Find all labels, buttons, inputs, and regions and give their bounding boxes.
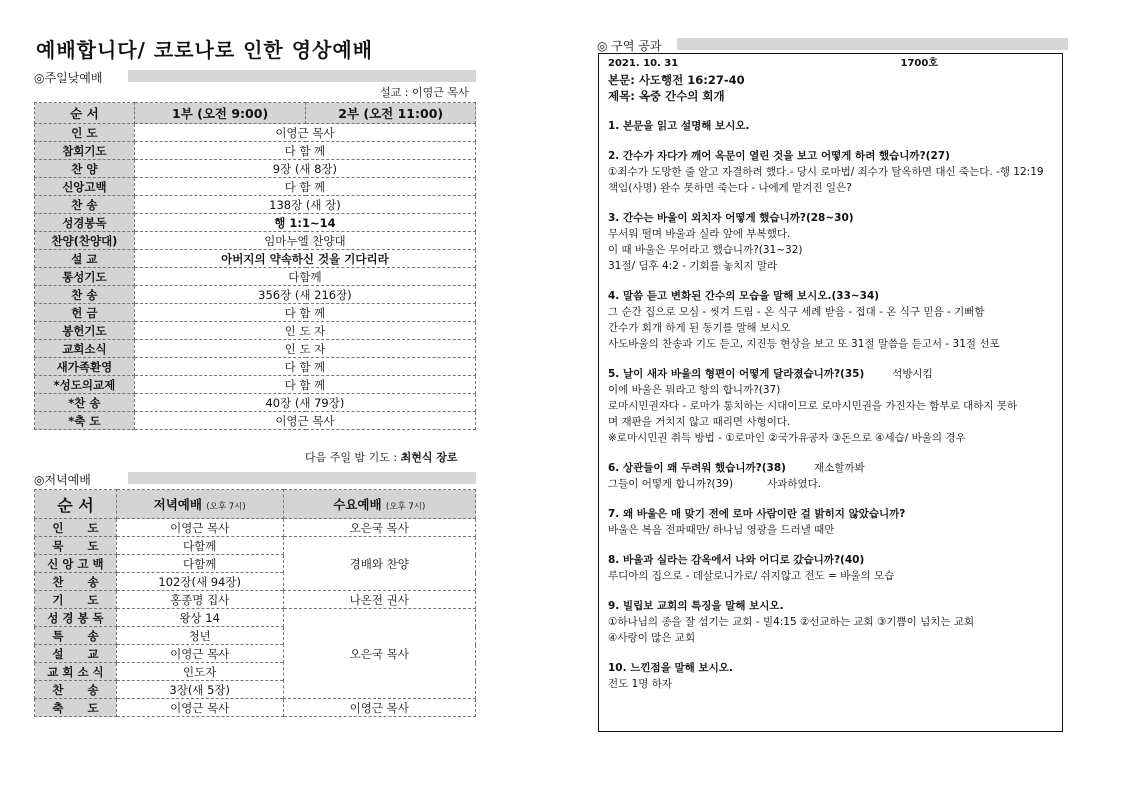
evening-row-label: 교 회 소 식 (35, 663, 117, 681)
evening-row-label: 축 도 (35, 699, 117, 717)
sunday-row-value: 다 함 께 (134, 142, 475, 160)
study-answer-line (608, 382, 1060, 398)
evening-row-value: 다함께 (116, 537, 283, 555)
evening-row-value: 102장(새 94장) (116, 573, 283, 591)
next-prayer-name: 최현식 장로 (400, 451, 458, 464)
evening-col2-title: 수요예배 (333, 497, 382, 512)
evening-row (35, 699, 476, 717)
study-answer-line (608, 414, 1060, 430)
sunday-row (35, 394, 476, 412)
evening-header-col1 (116, 490, 283, 519)
study-subject: 제목: 옥중 간수의 회개 (608, 89, 725, 103)
study-answer-line (608, 242, 1060, 258)
study-question (608, 598, 1060, 614)
evening-heading-bar (128, 472, 476, 484)
sunday-row (35, 232, 476, 250)
evening-row-value: 홍종명 집사 (116, 591, 283, 609)
evening-row-value: 이영근 목사 (116, 645, 283, 663)
sunday-row (35, 340, 476, 358)
header-order: 순 서 (35, 103, 135, 124)
study-answer-line (608, 630, 1060, 646)
evening-col2-time: (오후 7시) (385, 502, 426, 512)
sunday-row-value: 9장 (새 8장) (134, 160, 475, 178)
evening-row-label: 특 송 (35, 627, 117, 645)
sunday-row-label: 찬 양 (35, 160, 135, 178)
study-answer-text: ①죄수가 도망한 줄 알고 자결하려 했다.- 당시 로마법/ 죄수가 탈옥하면 대신 죽는다. -행 12:19 (608, 166, 1044, 178)
study-answer-text: 로마시민권자다 - 로마가 통치하는 시대이므로 로마시민권을 가진자는 함부로 대하지 못하 (608, 400, 1018, 412)
evening-row-label: 찬 송 (35, 681, 117, 699)
sermon-note: 설교 : 이영근 목사 (380, 86, 469, 99)
study-answer-text: 사도바울의 찬송과 기도 듣고, 지진등 현상을 보고 또 31절 말씀을 듣고서 - 31절 선포 (608, 338, 1000, 350)
evening-row-label: 신 앙 고 백 (35, 555, 117, 573)
sunday-row-value: 356장 (새 216장) (134, 286, 475, 304)
sunday-row-label: 봉헌기도 (35, 322, 135, 340)
sunday-row-label: *성도의교제 (35, 376, 135, 394)
next-prayer (305, 449, 458, 465)
sunday-row-value: 인 도 자 (134, 322, 475, 340)
sunday-row (35, 358, 476, 376)
study-question (608, 288, 1060, 304)
study-question (608, 118, 1060, 134)
study-answer-line (608, 430, 1060, 446)
evening-header-row (35, 490, 476, 519)
sunday-row-value: 이영근 목사 (134, 124, 475, 142)
evening-row-value: 3장(새 5장) (116, 681, 283, 699)
evening-col1-title: 저녁예배 (153, 497, 202, 512)
sunday-row-value: 임마누엘 찬양대 (134, 232, 475, 250)
study-question-text: 10. 느낀점을 말해 보시오. (608, 662, 733, 674)
evening-row-label: 설 교 (35, 645, 117, 663)
evening-row-label: 찬 송 (35, 573, 117, 591)
study-answer-text: 바울은 복음 전파때만/ 하나님 영광을 드러낼 때만 (608, 524, 835, 536)
evening-header-col2 (283, 490, 476, 519)
study-answer-line (608, 522, 1060, 538)
study-answer-text: 루디아의 집으로 - 데살로니가로/ 쉬지않고 전도 = 바울의 모습 (608, 570, 895, 582)
evening-row (35, 537, 476, 555)
study-answer-line (608, 304, 1060, 320)
sunday-row-value: 다함께 (134, 268, 475, 286)
study-answer-text: 무서워 떨며 바울과 실라 앞에 부복했다. (608, 228, 791, 240)
study-question-text: 1. 본문을 읽고 설명해 보시오. (608, 120, 750, 132)
study-date: 2021. 10. 31 (608, 58, 679, 69)
sunday-row-label: 찬양(찬양대) (35, 232, 135, 250)
sunday-heading-bar (128, 70, 476, 82)
sunday-row-label: 참회기도 (35, 142, 135, 160)
study-text: 본문: 사도행전 16:27-40 (608, 73, 745, 87)
study-answer-text: 책임(사명) 완수 못하면 죽는다 - 나에게 맡겨진 일은? (608, 182, 852, 194)
sunday-row (35, 412, 476, 430)
study-answer-line (608, 614, 1060, 630)
study-question (608, 460, 1060, 476)
sunday-row-value: 이영근 목사 (134, 412, 475, 430)
study-answer-text: 전도 1명 하자 (608, 678, 673, 690)
sunday-row-label: 신앙고백 (35, 178, 135, 196)
sunday-row-label: 찬 송 (35, 196, 135, 214)
study-answer-line (608, 568, 1060, 584)
evening-row (35, 591, 476, 609)
evening-row-label: 성 경 봉 독 (35, 609, 117, 627)
sunday-row (35, 196, 476, 214)
sunday-row (35, 268, 476, 286)
study-answer-line (608, 320, 1060, 336)
sunday-row-label: 성경봉독 (35, 214, 135, 232)
study-date-row (608, 56, 938, 72)
wednesday-value: 경배와 찬양 (283, 537, 476, 591)
study-question-text: 9. 빌립보 교회의 특징을 말해 보시오. (608, 600, 784, 612)
sunday-row-label: 교회소식 (35, 340, 135, 358)
sunday-service-table (34, 102, 476, 430)
evening-row-value: 이영근 목사 (116, 519, 283, 537)
evening-row-value: 청년 (116, 627, 283, 645)
page-title: 예배합니다/ 코로나로 인한 영상예배 (36, 38, 373, 62)
evening-row-value: 다함께 (116, 555, 283, 573)
sunday-row (35, 178, 476, 196)
study-question (608, 366, 1060, 382)
evening-header-order: 순 서 (35, 490, 117, 519)
sunday-row (35, 142, 476, 160)
study-answer-text: 31절/ 딤후 4:2 - 기회를 놓치지 말라 (608, 260, 778, 272)
study-answer-line (608, 164, 1060, 180)
evening-row-label: 기 도 (35, 591, 117, 609)
study-question (608, 506, 1060, 522)
sunday-row-value: 다 함 께 (134, 304, 475, 322)
sunday-header-row (35, 103, 476, 124)
study-answer-line (608, 336, 1060, 352)
sunday-row-value: 행 1:1~14 (134, 214, 475, 232)
sunday-row (35, 286, 476, 304)
study-question-text: 3. 간수는 바울이 외치자 어떻게 했습니까?(28~30) (608, 212, 854, 224)
evening-service-table (34, 489, 476, 717)
sunday-row-label: 인 도 (35, 124, 135, 142)
study-answer-line (608, 398, 1060, 414)
study-question-text: 6. 상관들이 왜 두려워 했습니까?(38) (608, 462, 786, 474)
study-question-text: 8. 바울과 실라는 감옥에서 나와 어디로 갔습니까?(40) (608, 554, 865, 566)
study-answer-text: 그 순간 집으로 모심 - 씻겨 드림 - 온 식구 세례 받음 - 접대 - 온 식구 믿음 - 기뻐함 (608, 306, 985, 318)
study-answer-line (608, 258, 1060, 274)
study-content (608, 56, 1060, 706)
sunday-row (35, 322, 476, 340)
sunday-row-label: 찬 송 (35, 286, 135, 304)
sunday-row-label: 새가족환영 (35, 358, 135, 376)
evening-row-value: 이영근 목사 (116, 699, 283, 717)
study-heading: ◎ 구역 공과 (597, 39, 662, 53)
study-question-answer-inline: 석방시킴 (892, 368, 933, 380)
study-heading-bar (677, 38, 1068, 50)
study-answer-text: ①하나님의 종을 잘 섬기는 교회 - 빌4:15 ②선교하는 교회 ③기쁨이 넘치는 교회 (608, 616, 975, 628)
next-prayer-label: 다음 주일 밤 기도 : (305, 451, 398, 464)
evening-heading: ◎저녁예배 (34, 473, 91, 487)
sunday-heading: ◎주일낮예배 (34, 71, 103, 85)
sunday-row (35, 160, 476, 178)
header-first-service: 1부 (오전 9:00) (134, 103, 306, 124)
wednesday-value: 나온전 권사 (283, 591, 476, 609)
sunday-row-label: *축 도 (35, 412, 135, 430)
study-issue: 1700호 (900, 58, 938, 69)
study-question (608, 660, 1060, 676)
sunday-row-value: 40장 (새 79장) (134, 394, 475, 412)
study-answer-text: 며 재판을 거치지 않고 때리면 사형이다. (608, 416, 791, 428)
sunday-row-value: 아버지의 약속하신 것을 기다리라 (134, 250, 475, 268)
sunday-row (35, 214, 476, 232)
sunday-row (35, 124, 476, 142)
sunday-row-label: 통성기도 (35, 268, 135, 286)
sunday-row-value: 다 함 께 (134, 376, 475, 394)
study-question-text: 7. 왜 바울은 매 맞기 전에 로마 사람이란 걸 밝히지 않았습니까? (608, 508, 906, 520)
evening-row-label: 인 도 (35, 519, 117, 537)
study-answer-text: ④사랑이 많은 교회 (608, 632, 696, 644)
wednesday-value: 오은국 목사 (283, 519, 476, 537)
study-answer-line (608, 180, 1060, 196)
study-question (608, 552, 1060, 568)
study-question (608, 210, 1060, 226)
study-question-text: 2. 간수가 자다가 깨어 옥문이 열린 것을 보고 어떻게 하려 했습니까?(27) (608, 150, 950, 162)
sunday-row-label: 설 교 (35, 250, 135, 268)
wednesday-value: 이영근 목사 (283, 699, 476, 717)
study-question-answer-inline: 재소할까봐 (813, 462, 865, 474)
sunday-row-value: 138장 (새 장) (134, 196, 475, 214)
study-question-text: 5. 날이 새자 바울의 형편이 어떻게 달라졌습니까?(35) (608, 368, 865, 380)
sunday-row-value: 인 도 자 (134, 340, 475, 358)
study-answer-inline: 사과하였다. (767, 478, 822, 490)
sunday-row-value: 다 함 께 (134, 178, 475, 196)
sunday-row-label: *찬 송 (35, 394, 135, 412)
study-question-text: 4. 말씀 듣고 변화된 간수의 모습을 말해 보시오.(33~34) (608, 290, 880, 302)
sunday-row-value: 다 함 께 (134, 358, 475, 376)
study-answer-line (608, 226, 1060, 242)
evening-row-value: 인도자 (116, 663, 283, 681)
wednesday-value: 오은국 목사 (283, 609, 476, 699)
sunday-row (35, 376, 476, 394)
sunday-row (35, 250, 476, 268)
study-answer-text: 이에 바울은 뭐라고 항의 합니까?(37) (608, 384, 781, 396)
study-question (608, 148, 1060, 164)
evening-row (35, 609, 476, 627)
evening-col1-time: (오후 7시) (206, 502, 246, 512)
evening-row-value: 왕상 14 (116, 609, 283, 627)
study-answer-text: 간수가 회개 하게 된 동기를 말해 보시오 (608, 322, 791, 334)
sunday-row-label: 헌 금 (35, 304, 135, 322)
study-answer-line (608, 476, 1060, 492)
study-answer-text: 이 때 바울은 무어라고 했습니까?(31~32) (608, 244, 803, 256)
study-answer-line (608, 676, 1060, 692)
evening-row (35, 519, 476, 537)
evening-row-label: 묵 도 (35, 537, 117, 555)
study-answer-text: 그들이 어떻게 합니까?(39) (608, 478, 734, 490)
study-answer-text: ※로마시민권 취득 방법 - ①로마인 ②국가유공자 ③돈으로 ④세습/ 바울의 경우 (608, 432, 966, 444)
sunday-row (35, 304, 476, 322)
header-second-service: 2부 (오전 11:00) (306, 103, 476, 124)
